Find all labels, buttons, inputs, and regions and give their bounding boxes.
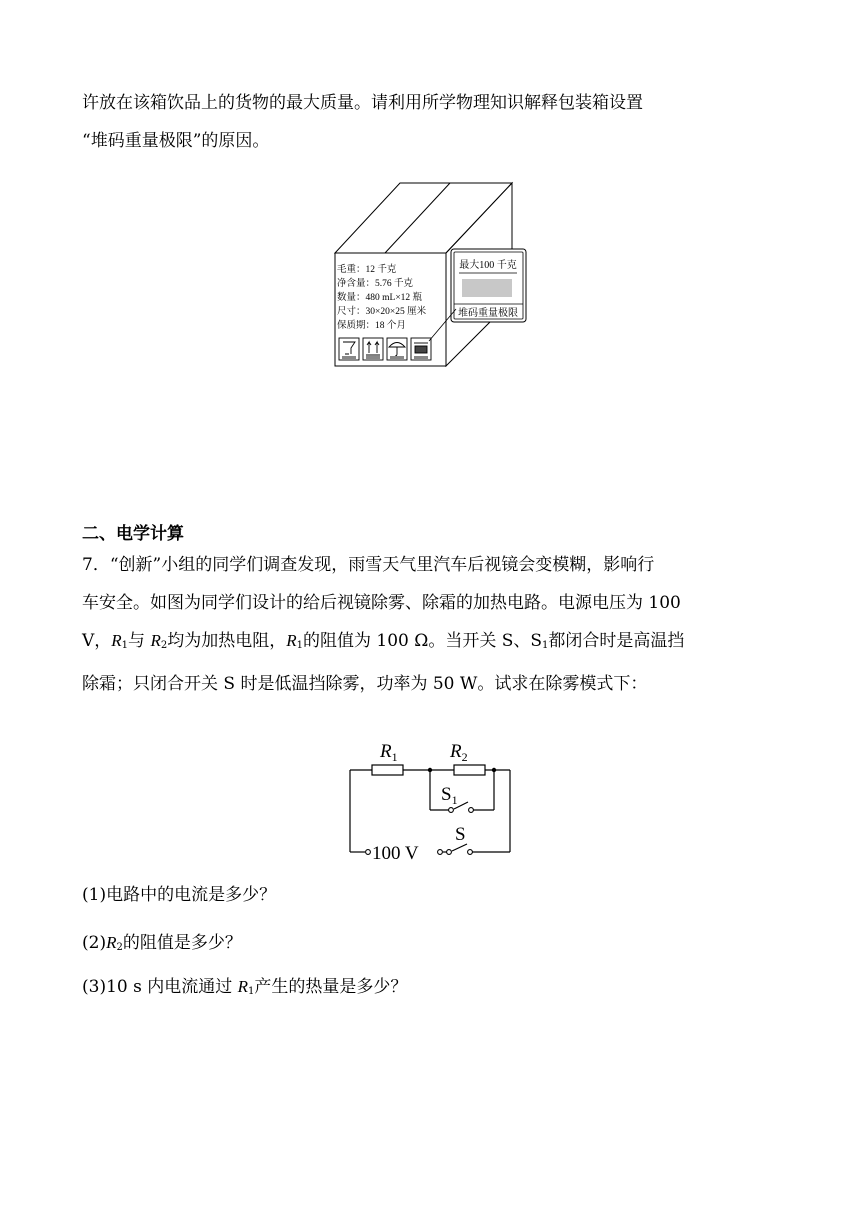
problem6-line2: “堆码重量极限”的原因。 [82,131,270,151]
source-terminal-right [438,850,443,855]
box-info-shelf-life: 保质期：18 个月 [337,321,406,331]
source-terminal-left [366,850,371,855]
box-info-net: 净含量：5.76 千克 [337,279,414,289]
question-2: $(2)R_2$的阻值是多少？ [82,933,242,953]
switch-s-contact-left [447,850,452,855]
question-3: (3)10 s 内电流通过 $R_1$产生的热量是多少？ [82,977,408,997]
circuit-diagram [342,740,518,862]
box-figure [334,181,534,367]
problem7-line4: 除霜；只闭合开关 S 时是低温挡除雾，功率为 50 W。试求在除雾模式下： [82,674,648,694]
keep-dry-icon [387,338,407,360]
question-1: (1)电路中的电流是多少？ [82,885,277,905]
problem6-line1: 许放在该箱饮品上的货物的最大质量。请利用所学物理知识解释包装箱设置 [82,93,643,113]
stack-limit-icon [411,338,431,360]
r1-label: $R_1$ [380,741,398,764]
this-side-up-icon [363,338,383,360]
box-info-quantity: 数量：480 mL×12 瓶 [337,293,423,303]
box-info-weight: 毛重：12 千克 [337,265,397,275]
box-info-size: 尺寸：30×20×25 厘米 [337,307,427,317]
source-label: 100 V [372,843,419,862]
problem7-line2: 车安全。如图为同学们设计的给后视镜除雾、除霜的加热电路。电源电压为 100 [82,593,681,613]
switch-s1-contact-left [449,808,454,813]
resistor-r1 [372,765,403,775]
label-max-weight: 最大100 千克 [459,260,517,271]
r2-label: $R_2$ [450,741,468,764]
s-label: S [455,824,466,845]
problem7-text [82,546,792,703]
problem7-line1: 7．“创新”小组的同学们调查发现，雨雪天气里汽车后视镜会变模糊，影响行 [82,555,655,575]
section-heading: 二、电学计算 [82,524,184,544]
resistor-r2 [454,765,485,775]
fragile-icon [339,338,359,360]
switch-s1-contact-right [469,808,474,813]
handling-icons [339,338,431,360]
stacking-limit-label [451,249,526,322]
problem7-line3: V，$R_1$与 $R_2$均为加热电阻，$R_1$的阻值为 100 Ω。当开关 S、$S_1$都闭合时是高温挡 [82,631,685,651]
problem6-text [82,84,782,160]
switch-s-contact-right [468,850,473,855]
label-stacking-limit: 堆码重量极限 [458,308,518,319]
s1-label: $S_1$ [441,784,458,807]
